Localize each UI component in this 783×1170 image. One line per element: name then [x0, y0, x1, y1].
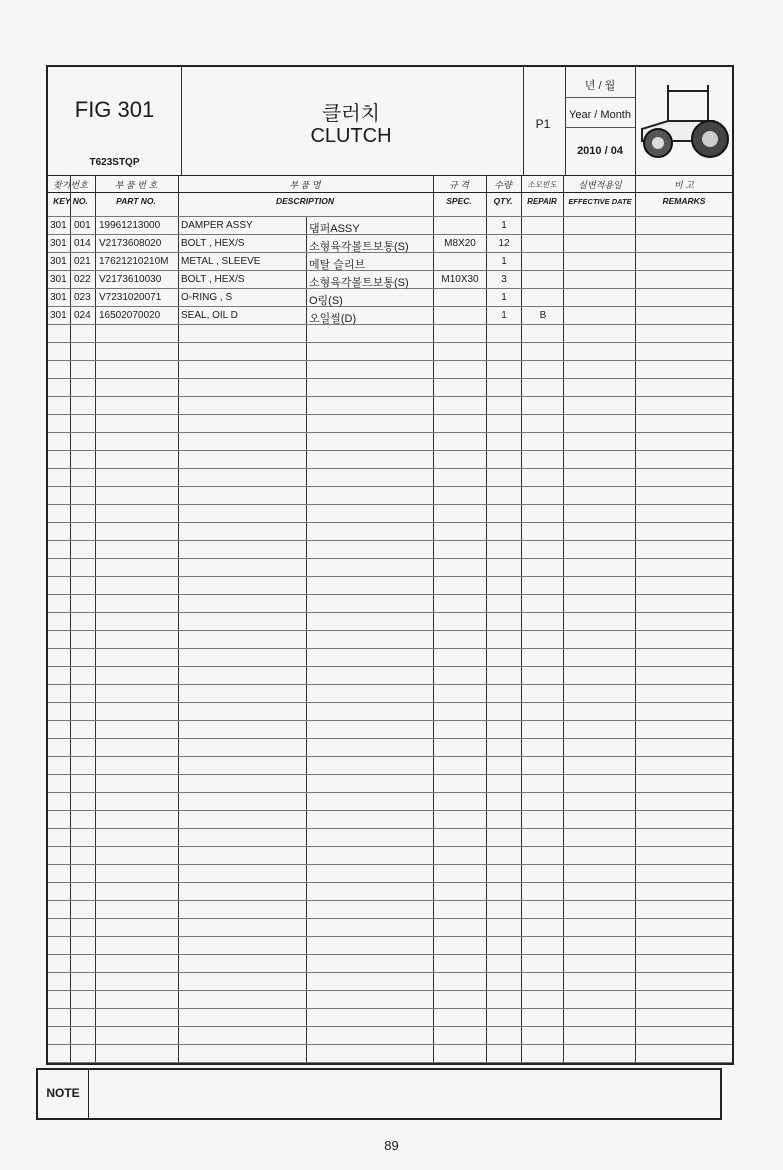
key-prefix: 301 [50, 292, 67, 303]
rule-line [48, 558, 732, 559]
desc-korean: 메탈 슬리브 [309, 259, 366, 271]
title-korean: 클러치 [322, 103, 380, 125]
part-number: V7231020071 [99, 292, 162, 303]
title-english: CLUTCH [310, 125, 392, 147]
model-code: T623STQP [89, 157, 140, 168]
key-number: 014 [74, 238, 91, 249]
part-number: 17621210210M [99, 256, 169, 267]
desc-english: DAMPER ASSY [181, 220, 253, 231]
table-row [48, 270, 732, 288]
rule-line [48, 864, 732, 865]
part-number: V2173610030 [99, 274, 162, 285]
desc-korean: 댐퍼ASSY [309, 223, 360, 235]
part-header-ko: 부 품 번 호 [114, 180, 158, 190]
rule-line [48, 756, 732, 757]
desc-korean: 소형육각볼트보통(S) [309, 277, 409, 289]
repair: B [539, 310, 547, 321]
quantity: 3 [501, 274, 507, 285]
key-number: 024 [74, 310, 91, 321]
quantity: 1 [501, 292, 507, 303]
fig-number: FIG 301 [74, 97, 155, 122]
desc-english: O-RING , S [181, 292, 233, 303]
part-number: V2173608020 [99, 238, 162, 249]
rule-line [48, 1026, 732, 1027]
rule-line [48, 684, 732, 685]
rule-line [48, 774, 732, 775]
desc-english: METAL , SLEEVE [181, 256, 261, 267]
part-number: 19961213000 [99, 220, 161, 231]
header-block [48, 67, 732, 176]
rule-line [48, 432, 732, 433]
rule-line [48, 720, 732, 721]
page-number: 89 [384, 1138, 399, 1153]
table-row [48, 234, 732, 252]
desc-header-ko: 부 품 명 [289, 180, 321, 190]
rule-line [48, 900, 732, 901]
rule-line [48, 612, 732, 613]
desc-english: SEAL, OIL D [181, 310, 238, 321]
rule-line [48, 522, 732, 523]
rule-line [48, 954, 732, 955]
qty-header-en: QTY. [493, 196, 513, 206]
desc-korean: 오일씰(D) [309, 313, 357, 325]
rule-line [48, 702, 732, 703]
rule-line [48, 882, 732, 883]
rule-line [48, 342, 732, 343]
rule-line [48, 630, 732, 631]
rule-line [48, 792, 732, 793]
key-number: 023 [74, 292, 91, 303]
rule-line [48, 468, 732, 469]
repair-header-en: REPAIR [527, 197, 557, 206]
key-prefix: 301 [50, 238, 67, 249]
repair-header-ko: 소모빈도 [527, 180, 557, 189]
desc-header-en: DESCRIPTION [275, 196, 335, 206]
remarks-header-en: REMARKS [662, 196, 706, 206]
rule-line [48, 990, 732, 991]
spec-header-en: SPEC. [446, 196, 472, 206]
key-header-ko: 찾기번호 [53, 180, 88, 190]
rule-line [48, 324, 732, 325]
rule-line [48, 1044, 732, 1045]
spec: M10X30 [441, 274, 479, 285]
rule-line [48, 738, 732, 739]
tractor-icon [638, 85, 730, 161]
rule-line [48, 576, 732, 577]
rule-line [48, 504, 732, 505]
rule-line [48, 936, 732, 937]
table-row [48, 252, 732, 270]
rule-line [48, 1062, 732, 1063]
rule-line [48, 810, 732, 811]
note-label: NOTE [38, 1070, 89, 1118]
spec: M8X20 [444, 238, 476, 249]
part-number: 16502070020 [99, 310, 161, 321]
rule-line [48, 594, 732, 595]
desc-korean: 소형육각볼트보통(S) [309, 241, 409, 253]
rule-line [48, 414, 732, 415]
rule-line [48, 360, 732, 361]
effective-header-en: EFFECTIVE DATE [568, 197, 632, 206]
table-row [48, 306, 732, 324]
year-month-label-ko: 년 / 월 [584, 80, 616, 92]
qty-header-ko: 수량 [494, 180, 512, 190]
key-prefix: 301 [50, 274, 67, 285]
rule-line [48, 918, 732, 919]
issue-date: 2010 / 04 [577, 145, 623, 157]
rule-line [48, 378, 732, 379]
effective-header-ko: 실변적용일 [578, 180, 622, 190]
quantity: 12 [498, 238, 510, 249]
remarks-header-ko: 비 고 [674, 180, 694, 190]
table-row [48, 216, 732, 234]
rule-line [48, 648, 732, 649]
rule-line [48, 828, 732, 829]
rule-line [48, 540, 732, 541]
key-prefix: 301 [50, 310, 67, 321]
desc-english: BOLT , HEX/S [181, 274, 245, 285]
key-number: 001 [74, 220, 91, 231]
rule-line [48, 1008, 732, 1009]
rule-line [48, 666, 732, 667]
note-box [36, 1068, 722, 1120]
desc-english: BOLT , HEX/S [181, 238, 245, 249]
quantity: 1 [501, 310, 507, 321]
key-number: 022 [74, 274, 91, 285]
table-row [48, 288, 732, 306]
desc-korean: O링(S) [309, 295, 343, 307]
rule-line [48, 972, 732, 973]
key-prefix: 301 [50, 256, 67, 267]
quantity: 1 [501, 220, 507, 231]
key-prefix: 301 [50, 220, 67, 231]
quantity: 1 [501, 256, 507, 267]
spec-header-ko: 규 격 [449, 180, 469, 190]
rule-line [48, 846, 732, 847]
rule-line [48, 396, 732, 397]
rule-line [48, 486, 732, 487]
key-header-en: KEY NO. [53, 196, 88, 206]
year-month-label-en: Year / Month [569, 109, 631, 121]
page-code: P1 [535, 117, 551, 131]
rule-line [48, 450, 732, 451]
key-number: 021 [74, 256, 91, 267]
parts-sheet [46, 65, 734, 1065]
part-header-en: PART NO. [116, 196, 156, 206]
